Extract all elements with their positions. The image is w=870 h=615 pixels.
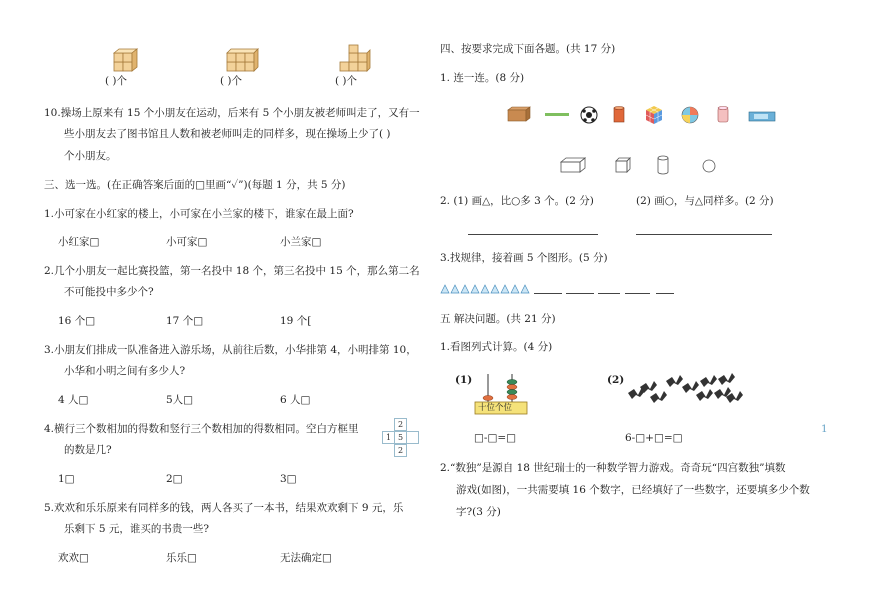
cube-figure-2 bbox=[225, 48, 259, 74]
q4-option-a[interactable]: 1□ bbox=[58, 473, 75, 485]
q2-line1: 2.几个小朋友一起比赛投篮，第一名投中 18 个，第三名投中 15 个，那么第二名 bbox=[44, 265, 420, 277]
q1-text: 1.小可家在小红家的楼上，小可家在小兰家的楼下，谁家在最上面? bbox=[44, 208, 354, 220]
s2-line3: 字?(3 分) bbox=[456, 506, 501, 518]
q5-option-a[interactable]: 欢欢□ bbox=[58, 552, 89, 564]
q3-option-b[interactable]: 5人□ bbox=[166, 394, 194, 406]
r2b-text: (2) 画○，与△同样多。(2 分) bbox=[636, 195, 774, 207]
r2a-answer-line[interactable] bbox=[468, 234, 598, 235]
section3-heading: 三、选一选。(在正确答案后面的□里画“✓”)(每题 1 分，共 5 分) bbox=[44, 179, 346, 191]
q5-line2: 乐剩下 5 元，谁买的书贵一些? bbox=[64, 523, 209, 535]
object-stick-icon bbox=[545, 112, 569, 117]
q2-option-a[interactable]: 16 个□ bbox=[58, 315, 96, 327]
grid-cell-center: 5 bbox=[394, 431, 407, 444]
grid-cell-blank[interactable] bbox=[406, 431, 419, 444]
q4-option-b[interactable]: 2□ bbox=[166, 473, 183, 485]
pattern-blank-3[interactable] bbox=[598, 293, 620, 294]
q2-option-b[interactable]: 17 个□ bbox=[166, 315, 204, 327]
object-beach-ball-icon bbox=[681, 106, 699, 124]
pattern-blank-1[interactable] bbox=[534, 293, 562, 294]
q2-option-c[interactable]: 19 个[ bbox=[280, 315, 312, 327]
q4-line1: 4.横行三个数相加的得数和竖行三个数相加的得数相同。空白方框里 bbox=[44, 423, 359, 435]
abacus-label: 十位个位 bbox=[478, 403, 513, 413]
object-ball-icon bbox=[580, 106, 598, 124]
s1-part2-label: (2) bbox=[607, 374, 625, 386]
section5-heading: 五 解决问题。(共 21 分) bbox=[440, 313, 556, 325]
cube-figure-3 bbox=[338, 44, 372, 74]
page-number: 1 bbox=[821, 423, 828, 435]
grid-cell-left: 1 bbox=[382, 431, 395, 444]
q3-line1: 3.小朋友们排成一队准备进入游乐场，从前往后数，小华排第 4，小明排第 10， bbox=[44, 344, 417, 356]
shape-sphere-icon bbox=[702, 159, 716, 173]
q10-line3: 个小朋友。 bbox=[64, 150, 117, 162]
q3-option-a[interactable]: 4 人□ bbox=[58, 394, 89, 406]
pattern-blank-5[interactable] bbox=[656, 293, 674, 294]
s2-line2: 游戏(如图)，一共需要填 16 个数字，已经填好了一些数字，还要填多少个数 bbox=[456, 484, 810, 496]
object-rubik-cube-icon bbox=[645, 105, 663, 125]
q1-option-b[interactable]: 小可家□ bbox=[166, 236, 208, 248]
shape-cylinder-icon bbox=[657, 155, 669, 175]
object-can-icon bbox=[613, 106, 625, 124]
r2b-answer-line[interactable] bbox=[636, 234, 772, 235]
section4-heading: 四、按要求完成下面各题。(共 17 分) bbox=[440, 43, 616, 55]
q3-line2: 小华和小明之间有多少人? bbox=[64, 365, 186, 377]
s1-part2-equation[interactable]: 6-□+□=□ bbox=[625, 432, 683, 444]
object-pencil-box-icon bbox=[748, 110, 776, 122]
object-cup-icon bbox=[717, 106, 729, 124]
q5-option-c[interactable]: 无法确定□ bbox=[280, 552, 332, 564]
q10-line1: 10.操场上原来有 15 个小朋友在运动，后来有 5 个小朋友被老师叫走了，又有一 bbox=[44, 107, 420, 119]
q4-number-grid bbox=[382, 418, 418, 458]
grid-cell-top: 2 bbox=[394, 418, 407, 431]
q4-line2: 的数是几? bbox=[64, 444, 112, 456]
q3-option-c[interactable]: 6 人□ bbox=[280, 394, 311, 406]
q2-line2: 不可能投中多少个? bbox=[64, 286, 154, 298]
pattern-blank-2[interactable] bbox=[566, 293, 594, 294]
q1-option-c[interactable]: 小兰家□ bbox=[280, 236, 322, 248]
s2-line1: 2.“数独”是源自 18 世纪瑞士的一种数学智力游戏。奇奇玩“四宫数独”填数 bbox=[440, 462, 786, 474]
s1-part1-label: (1) bbox=[455, 374, 473, 386]
q5-line1: 5.欢欢和乐乐原来有同样多的钱，两人各买了一本书，结果欢欢剩下 9 元，乐 bbox=[44, 502, 404, 514]
q4-option-c[interactable]: 3□ bbox=[280, 473, 297, 485]
s1-text: 1.看图列式计算。(4 分) bbox=[440, 341, 553, 353]
r1-text: 1. 连一连。(8 分) bbox=[440, 72, 525, 84]
shape-cube-icon bbox=[615, 157, 631, 173]
object-box-icon bbox=[507, 106, 531, 122]
r2a-text: 2. (1) 画△，比○多 3 个。(2 分) bbox=[440, 195, 594, 207]
triangle-pattern bbox=[440, 284, 532, 294]
cube-caption-2: ( )个 bbox=[220, 75, 243, 87]
s1-part1-equation[interactable]: □-□=□ bbox=[474, 432, 517, 444]
shape-cuboid-icon bbox=[560, 157, 586, 173]
q10-line2: 些小朋友去了图书馆且人数和被老师叫走的同样多，现在操场上少了( ) bbox=[64, 128, 391, 140]
grid-cell-bottom: 2 bbox=[394, 444, 407, 457]
cube-figure-1 bbox=[112, 48, 142, 74]
q1-option-a[interactable]: 小红家□ bbox=[58, 236, 100, 248]
pattern-blank-4[interactable] bbox=[625, 293, 650, 294]
r3-text: 3.找规律，接着画 5 个图形。(5 分) bbox=[440, 252, 608, 264]
cube-caption-3: ( )个 bbox=[335, 75, 358, 87]
q5-option-b[interactable]: 乐乐□ bbox=[166, 552, 197, 564]
birds-flock-icon bbox=[626, 373, 744, 407]
cube-caption-1: ( )个 bbox=[105, 75, 128, 87]
